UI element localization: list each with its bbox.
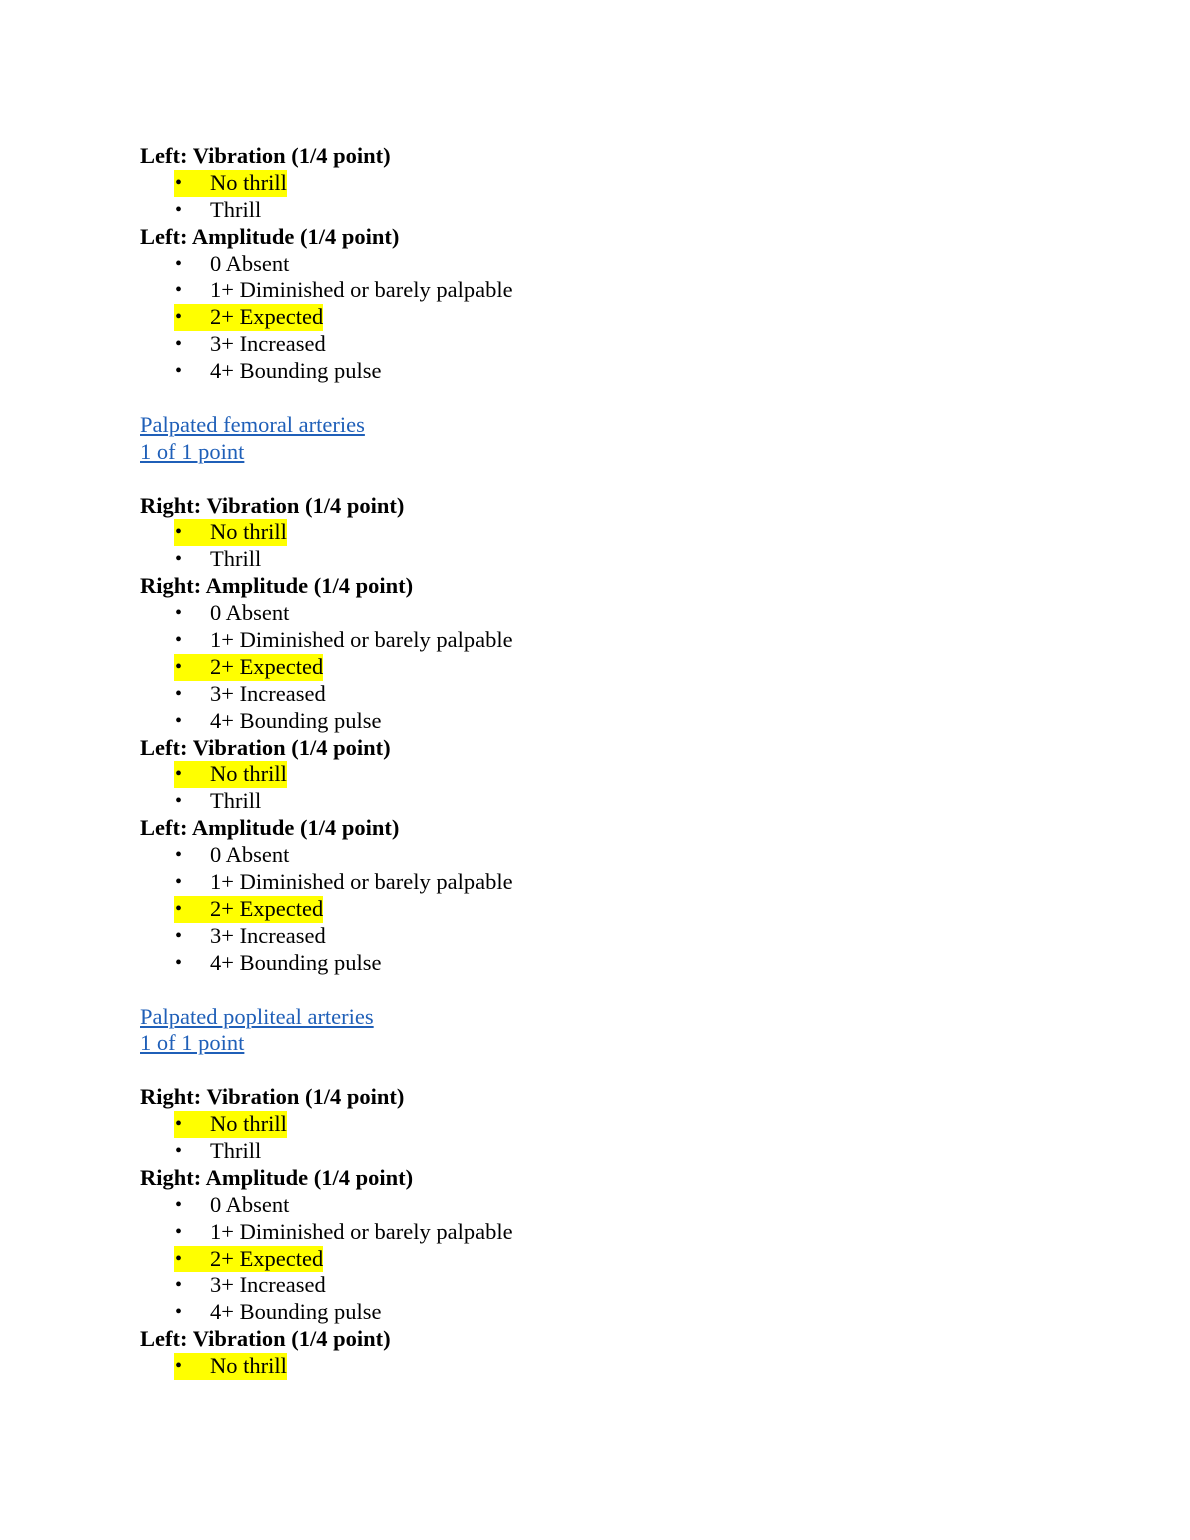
option-label: No thrill xyxy=(210,1111,287,1137)
option-label: Thrill xyxy=(210,546,262,572)
bullet-icon: • xyxy=(175,1220,183,1243)
option-item xyxy=(140,358,1040,385)
bullet-icon: • xyxy=(175,252,183,275)
option-item xyxy=(140,600,1040,627)
option-list xyxy=(140,519,1040,573)
option-label: 1+ Diminished or barely palpable xyxy=(210,277,513,303)
option-label: 4+ Bounding pulse xyxy=(210,707,382,733)
bullet-icon: • xyxy=(175,1139,183,1162)
section-heading: Right: Vibration (1/4 point) xyxy=(140,492,405,518)
bullet-icon: • xyxy=(175,1355,183,1378)
option-item xyxy=(140,251,1040,278)
option-item xyxy=(140,546,1040,573)
option-item xyxy=(140,1219,1040,1246)
section-link[interactable]: Palpated femoral arteries xyxy=(140,411,365,437)
blank-line xyxy=(140,466,1040,493)
option-item-selected xyxy=(140,896,1040,923)
bullet-icon: • xyxy=(175,951,183,974)
bullet-icon: • xyxy=(175,548,183,571)
section-heading: Right: Amplitude (1/4 point) xyxy=(140,573,414,599)
bullet-icon: • xyxy=(175,1301,183,1324)
blank-line xyxy=(140,977,1040,1004)
option-list xyxy=(140,1192,1040,1326)
option-item xyxy=(140,1299,1040,1326)
bullet-icon: • xyxy=(175,521,183,544)
bullet-icon: • xyxy=(175,602,183,625)
option-item xyxy=(140,1192,1040,1219)
option-item-selected xyxy=(140,170,1040,197)
bullet-icon: • xyxy=(175,1274,183,1297)
option-label: 4+ Bounding pulse xyxy=(210,949,382,975)
option-item xyxy=(140,842,1040,869)
option-item xyxy=(140,1138,1040,1165)
option-item xyxy=(140,197,1040,224)
option-item-selected xyxy=(140,519,1040,546)
option-label: 2+ Expected xyxy=(210,304,324,330)
section-heading: Right: Amplitude (1/4 point) xyxy=(140,1164,414,1190)
option-label: 2+ Expected xyxy=(210,895,324,921)
section-heading: Right: Vibration (1/4 point) xyxy=(140,1084,405,1110)
option-label: Thrill xyxy=(210,1137,262,1163)
section-heading: Left: Vibration (1/4 point) xyxy=(140,1326,391,1352)
option-item xyxy=(140,788,1040,815)
bullet-icon: • xyxy=(175,360,183,383)
option-list xyxy=(140,600,1040,734)
blank-line xyxy=(140,1057,1040,1084)
option-item xyxy=(140,950,1040,977)
option-item xyxy=(140,869,1040,896)
option-list xyxy=(140,761,1040,815)
bullet-icon: • xyxy=(175,1247,183,1270)
bullet-icon: • xyxy=(175,871,183,894)
option-item xyxy=(140,708,1040,735)
option-item xyxy=(140,627,1040,654)
option-label: 1+ Diminished or barely palpable xyxy=(210,869,513,895)
option-label: No thrill xyxy=(210,1353,287,1379)
option-label: 0 Absent xyxy=(210,250,290,276)
bullet-icon: • xyxy=(175,790,183,813)
option-label: No thrill xyxy=(210,761,287,787)
option-label: 0 Absent xyxy=(210,1191,290,1217)
bullet-icon: • xyxy=(175,306,183,329)
section-link[interactable]: Palpated popliteal arteries xyxy=(140,1003,374,1029)
option-label: 0 Absent xyxy=(210,842,290,868)
option-item-selected xyxy=(140,1111,1040,1138)
document-page xyxy=(140,143,1040,1380)
option-item-selected xyxy=(140,654,1040,681)
option-label: 1+ Diminished or barely palpable xyxy=(210,627,513,653)
section-heading: Left: Vibration (1/4 point) xyxy=(140,143,391,168)
option-item-selected xyxy=(140,1246,1040,1273)
section-heading: Left: Vibration (1/4 point) xyxy=(140,734,391,760)
bullet-icon: • xyxy=(175,198,183,221)
option-label: No thrill xyxy=(210,169,287,195)
option-label: 1+ Diminished or barely palpable xyxy=(210,1218,513,1244)
section-link[interactable]: 1 of 1 point xyxy=(140,1030,245,1056)
option-label: 3+ Increased xyxy=(210,922,326,948)
option-item-selected xyxy=(140,761,1040,788)
bullet-icon: • xyxy=(175,709,183,732)
section-heading: Left: Amplitude (1/4 point) xyxy=(140,815,400,841)
option-list xyxy=(140,1353,1040,1380)
bullet-icon: • xyxy=(175,655,183,678)
option-label: Thrill xyxy=(210,788,262,814)
option-label: 0 Absent xyxy=(210,600,290,626)
option-item xyxy=(140,681,1040,708)
bullet-icon: • xyxy=(175,171,183,194)
bullet-icon: • xyxy=(175,629,183,652)
option-item xyxy=(140,1272,1040,1299)
option-label: 4+ Bounding pulse xyxy=(210,1299,382,1325)
blank-line xyxy=(140,385,1040,412)
option-item-selected xyxy=(140,1353,1040,1380)
bullet-icon: • xyxy=(175,1113,183,1136)
option-item-selected xyxy=(140,304,1040,331)
option-list xyxy=(140,842,1040,976)
option-item xyxy=(140,277,1040,304)
option-label: 3+ Increased xyxy=(210,331,326,357)
bullet-icon: • xyxy=(175,279,183,302)
option-label: Thrill xyxy=(210,196,262,222)
option-label: 3+ Increased xyxy=(210,680,326,706)
bullet-icon: • xyxy=(175,333,183,356)
option-list xyxy=(140,170,1040,224)
bullet-icon: • xyxy=(175,844,183,867)
option-label: 3+ Increased xyxy=(210,1272,326,1298)
option-label: No thrill xyxy=(210,519,287,545)
section-link[interactable]: 1 of 1 point xyxy=(140,438,245,464)
bullet-icon: • xyxy=(175,1193,183,1216)
option-label: 2+ Expected xyxy=(210,653,324,679)
option-label: 4+ Bounding pulse xyxy=(210,358,382,384)
option-item xyxy=(140,331,1040,358)
bullet-icon: • xyxy=(175,924,183,947)
option-label: 2+ Expected xyxy=(210,1245,324,1271)
bullet-icon: • xyxy=(175,682,183,705)
option-list xyxy=(140,251,1040,385)
bullet-icon: • xyxy=(175,897,183,920)
option-list xyxy=(140,1111,1040,1165)
bullet-icon: • xyxy=(175,763,183,786)
section-heading: Left: Amplitude (1/4 point) xyxy=(140,223,400,249)
option-item xyxy=(140,923,1040,950)
